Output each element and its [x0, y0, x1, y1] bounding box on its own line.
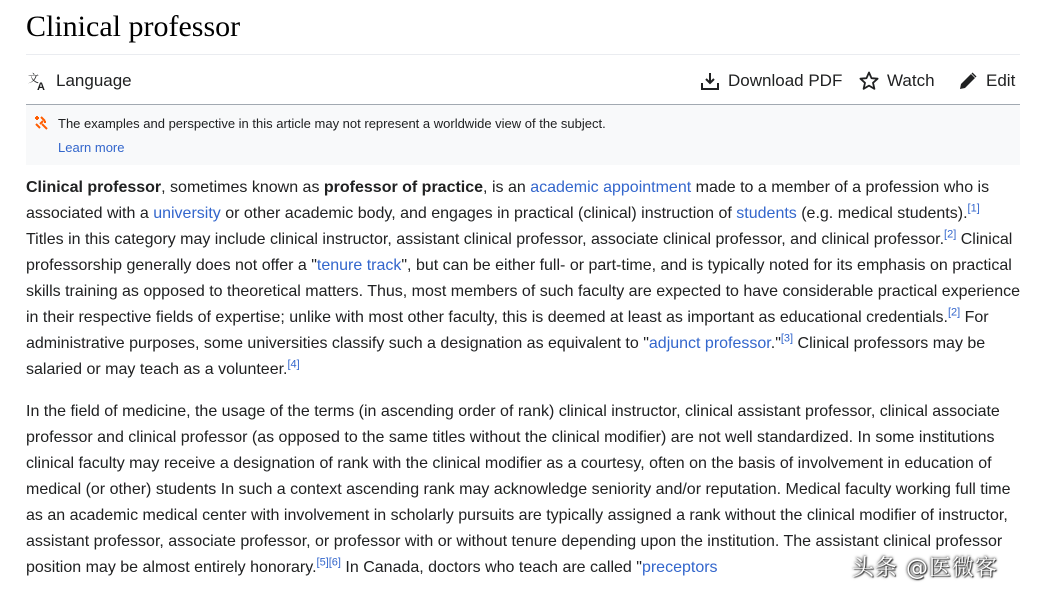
bold-term: Clinical professor: [26, 179, 162, 196]
svg-text:文: 文: [28, 73, 39, 85]
edit-label: Edit: [986, 71, 1016, 90]
worldwide-view-notice: [26, 105, 1020, 165]
text-run: In Canada, doctors who teach are called ": [340, 559, 642, 576]
star-icon: [859, 71, 879, 91]
text-run: Clinical professorship generally does not offer a ": [26, 231, 1013, 274]
svg-text:A: A: [37, 81, 45, 91]
title-divider: [26, 54, 1020, 55]
citation-2[interactable]: [2]: [944, 228, 957, 241]
citation-5[interactable]: [5]: [316, 556, 329, 569]
link-university[interactable]: university: [153, 205, 221, 222]
download-pdf-button[interactable]: [700, 66, 842, 96]
learn-more-link[interactable]: Learn more: [58, 140, 125, 155]
page-title: Clinical professor: [26, 10, 241, 43]
watch-button[interactable]: [859, 66, 935, 96]
text-run: Clinical professors may be salaried or may teach as a volunteer.: [26, 335, 986, 378]
translate-icon: [28, 71, 48, 91]
citation-3[interactable]: [3]: [780, 332, 794, 345]
text-run: ", but can be either full- or part-time, and is typically noted for its emphasis on practical skills training as opposed to theoretical matters. Thus, most members of such faculty are expected to have considerable practical experience in their respective fields of expertise; unlike with most other faculty, this is deemed at least as important as educational credentials.: [26, 257, 1020, 326]
language-button[interactable]: [28, 66, 132, 96]
text-run: .": [770, 335, 781, 352]
watch-label: Watch: [887, 71, 935, 90]
citation-2[interactable]: [2]: [947, 306, 961, 319]
link-academic-appointment[interactable]: academic appointment: [530, 179, 692, 196]
text-run: or other academic body, and engages in practical (clinical) instruction of: [220, 205, 737, 222]
link-tenure-track[interactable]: tenure track: [316, 257, 402, 274]
citation-1[interactable]: [1]: [967, 202, 980, 215]
link-adjunct-professor[interactable]: adjunct professor: [648, 335, 771, 352]
link-preceptors[interactable]: preceptors: [641, 559, 718, 576]
pencil-icon: [958, 71, 978, 91]
paragraph-intro: [26, 175, 1020, 383]
text-run: For administrative purposes, some universities classify such a designation as equivalent to ": [26, 309, 989, 352]
link-students[interactable]: students: [736, 205, 797, 222]
text-run: made to a member of a profession who is associated with a: [26, 179, 990, 222]
text-run: , sometimes known as: [161, 179, 324, 196]
bold-term: professor of practice: [323, 179, 484, 196]
text-run: Titles in this category may include clinical instructor, assistant clinical professor, associate clinical professor, and clinical professor.: [26, 231, 945, 248]
text-run: In the field of medicine, the usage of the terms (in ascending order of rank) clinical instructor, clinical assistant professor, clinical associate professor and clinical professor (as opposed to the same titles without the clinical modifier) are not well standardized. In some institutions clinical faculty may receive a designation of rank with the clinical modifier as a courtesy, often on the basis of involvement in education of medical (or other) students In such a context ascending rank may acknowledge seniority and/or reputation. Medical faculty working full time as an academic medical center with involvement in scholarly pursuits are typically assigned a rank without the clinical modifier of instructor, assistant professor, associate professor, or professor with or without tenure depending upon the institution. The assistant clinical professor position may be almost entirely honorary.: [26, 403, 1011, 576]
citation-6[interactable]: [6]: [328, 556, 341, 569]
notice-message: The examples and perspective in this article may not represent a worldwide view of the subject.: [58, 116, 606, 131]
download-icon: [700, 71, 720, 91]
globe-issue-icon: [34, 116, 48, 130]
edit-button[interactable]: [958, 66, 1015, 96]
language-label: Language: [56, 71, 132, 90]
watermark: 头条 @医微客: [852, 556, 998, 581]
citation-4[interactable]: [4]: [287, 358, 300, 371]
article-body: [26, 175, 1020, 581]
download-pdf-label: Download PDF: [728, 71, 843, 90]
text-run: (e.g. medical students).: [796, 205, 968, 222]
page-toolbar: [26, 66, 1020, 96]
text-run: , is an: [483, 179, 531, 196]
